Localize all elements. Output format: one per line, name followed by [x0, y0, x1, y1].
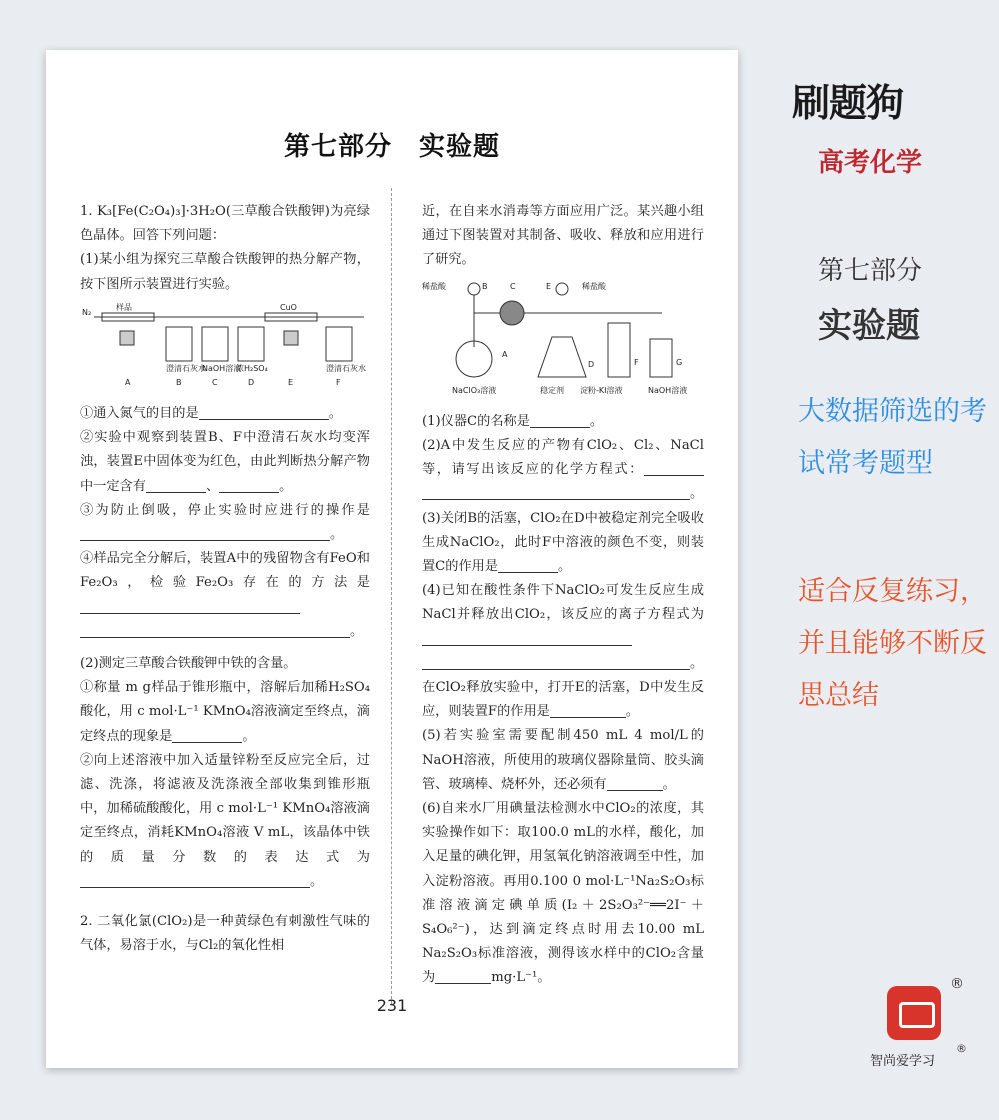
fig2-letter-d: D	[588, 359, 595, 369]
fig2-letter-c: C	[510, 281, 516, 291]
hcl-left-label: 稀盐酸	[422, 281, 446, 291]
document-page	[46, 50, 738, 1068]
registered-mark: ®	[950, 976, 964, 992]
right-column: 近，在自来水消毒等方面应用广泛。某兴趣小组通过下图装置对其制备、吸收、释放和应用进行了研究。 稀盐酸 B C E 稀盐酸 A D F G NaClO₃溶液 稳定剂 淀粉-KI溶液 NaOH溶液 (1)仪器C的名称是 。 (2)A中发生反应的产物有ClO₂、Cl₂、NaCl等，请写出该反应的化学方程式：。 (3)关闭B的活塞，ClO₂在D中被稳定剂完全吸收生成NaClO₂，此时F中溶液的颜色不变，则装置C的作用是 。 (4)已知在酸性条件下NaClO₂可发生反应生成NaCl并释放出ClO₂，该反应的离子方程式为。 在ClO₂释放实验中，打开E的活塞，D中发生反应，则装置F的作用是 。 (5)若实验室需要配制450 mL 4 mol/L的NaOH溶液，所使用的玻璃仪器除量筒、胶头滴管、玻璃棒、烧杯外，还必须有 。 (6)自来水厂用碘量法检测水中ClO₂的浓度，其实验操作如下：取100.0 mL的水样，酸化，加入足量的碘化钾，用氢氧化钠溶液调至中性，加入淀粉溶液。再用0.100 0 mol·L⁻¹Na₂S₂O₃标准溶液滴定碘单质(I₂＋2S₂O₃²⁻══2I⁻＋S₄O₆²⁻)，达到滴定终点时用去10.00 mL Na₂S₂O₃标准溶液，测得该水样中的ClO₂含量为 mg·L⁻¹。	[422, 200, 704, 991]
fig1-letter-b: B	[176, 377, 182, 387]
fig2-bottom-3: 淀粉-KI溶液	[580, 385, 623, 395]
part-label: 第七部分	[818, 256, 923, 286]
cuo-label: CuO	[280, 302, 297, 312]
fig1-label-1: 澄清石灰水	[166, 363, 206, 373]
subject-label: 高考化学	[818, 148, 923, 178]
fig2-bottom-2: 稳定剂	[540, 385, 564, 395]
fig2-letter-g: G	[676, 357, 683, 367]
fig2-bottom-4: NaOH溶液	[648, 385, 688, 395]
q2-sub1: (1)仪器C的名称是	[422, 413, 530, 429]
fig2-letter-a: A	[502, 349, 508, 359]
answer-blank	[435, 967, 491, 984]
answer-blank	[422, 653, 690, 670]
q1-part2: (2)测定三草酸合铁酸钾中铁的含量。	[80, 656, 297, 672]
q2-sub3: (3)关闭B的活塞，ClO₂在D中被稳定剂完全吸收生成NaClO₂，此时F中溶液的颜色不变，则装置C的作用是	[422, 510, 704, 575]
answer-blank	[422, 629, 632, 646]
answer-blank	[172, 726, 242, 743]
part-title: 实验题	[818, 306, 920, 346]
q1-intro: 1. K₃[Fe(C₂O₄)₃]·3H₂O(三草酸合铁酸钾)为亮绿色晶体。回答下列问题：	[80, 204, 370, 244]
registered-mark-small: ®	[956, 1042, 967, 1055]
brand-logo: 刷题狗	[792, 81, 904, 125]
feature-text-blue: 大数据筛选的考试常考题型	[798, 396, 987, 479]
fig1-label-2: NaOH溶液	[202, 363, 242, 373]
fig1-letter-a: A	[125, 377, 131, 387]
hcl-right-label: 稀盐酸	[582, 281, 606, 291]
fig1-label-3: 浓H₂SO₄	[236, 363, 268, 373]
q2-sub4b: 在ClO₂释放实验中，打开E的活塞，D中发生反应，则装置F的作用是	[422, 680, 704, 720]
fig1-letter-c: C	[212, 377, 218, 387]
answer-blank	[550, 701, 626, 718]
q1-sub2: ②实验中观察到装置B、F中澄清石灰水均变浑浊，装置E中固体变为红色，由此判断热分解产物中一定含有	[80, 430, 370, 494]
answer-blank	[530, 411, 590, 428]
answer-blank	[607, 774, 663, 791]
q2-continuation: 近，在自来水消毒等方面应用广泛。某兴趣小组通过下图装置对其制备、吸收、释放和应用进行了研究。	[422, 204, 704, 268]
apparatus-figure-2	[422, 277, 704, 406]
page-title: 第七部分 实验题	[283, 132, 500, 162]
sample-label: 样品	[116, 302, 132, 312]
answer-blank	[80, 597, 300, 614]
fig1-label-4: 澄清石灰水	[326, 363, 366, 373]
q2-intro: 2. 二氧化氯(ClO₂)是一种黄绿色有刺激性气味的气体，易溶于水，与Cl₂的氧化性相	[80, 914, 370, 954]
q1-part1: (1)某小组为探究三草酸合铁酸钾的热分解产物，按下图所示装置进行实验。	[80, 252, 370, 292]
fig1-letter-f: F	[336, 377, 341, 387]
q2-sub6-unit: mg·L⁻¹。	[491, 970, 551, 986]
left-column: 1. K₃[Fe(C₂O₄)₃]·3H₂O(三草酸合铁酸钾)为亮绿色晶体。回答下列问题： (1)某小组为探究三草酸合铁酸钾的热分解产物，按下图所示装置进行实验。 N₂ 样品 CuO 澄清石灰水 NaOH溶液 浓H₂SO₄ 澄清石灰水 A B C D E F ①通入氮气的目的是 。 ②实验中观察到装置B、F中澄清石灰水均变浑浊，装置E中固体变为红色，由此判断热分解产物中一定含有 、 。 ③为防止倒吸，停止实验时应进行的操作是。 ④样品完全分解后，装置A中的残留物含有FeO和Fe₂O₃，检验Fe₂O₃存在的方法是。 (2)测定三草酸合铁酸钾中铁的含量。 ①称量 m g样品于锥形瓶中，溶解后加稀H₂SO₄酸化，用 c mol·L⁻¹ KMnO₄溶液滴定至终点，滴定终点的现象是 。 ②向上述溶液中加入适量锌粉至反应完全后，过滤、洗涤，将滤液及洗涤液全部收集到锥形瓶中，加稀硫酸酸化，用 c mol·L⁻¹ KMnO₄溶液滴定至终点，消耗KMnO₄溶液 V mL，该晶体中铁的质量分数的表达式为。 2. 二氧化氯(ClO₂)是一种黄绿色有刺激性气味的气体，易溶于水，与Cl₂的氧化性相	[80, 200, 370, 958]
feature-text-orange: 适合反复练习，并且能够不断反思总结	[798, 576, 987, 711]
fig2-letter-e: E	[546, 281, 552, 291]
brand-name: 智尚爱学习	[870, 1054, 936, 1069]
answer-blank	[80, 621, 350, 638]
q2-sub4: (4)已知在酸性条件下NaClO₂可发生反应生成NaCl并释放出ClO₂，该反应的离子方程式为	[422, 583, 704, 623]
answer-blank	[199, 403, 329, 420]
answer-blank	[644, 459, 704, 476]
answer-blank	[146, 476, 206, 493]
answer-blank	[80, 524, 330, 541]
answer-blank	[498, 556, 558, 573]
q2-sub2: (2)A中发生反应的产物有ClO₂、Cl₂、NaCl等，请写出该反应的化学方程式：	[422, 438, 704, 478]
q1-sub4: ④样品完全分解后，装置A中的残留物含有FeO和Fe₂O₃，检验Fe₂O₃存在的方法是	[80, 551, 370, 591]
answer-blank	[219, 476, 279, 493]
page-number: 231	[376, 996, 408, 1015]
n2-label: N₂	[82, 307, 92, 317]
q1-sub1: ①通入氮气的目的是	[80, 406, 199, 422]
column-divider	[391, 188, 392, 1004]
q1-sub3: ③为防止倒吸，停止实验时应进行的操作是	[80, 502, 370, 518]
q2-sub5: (5)若实验室需要配制450 mL 4 mol/L的NaOH溶液，所使用的玻璃仪器除量筒、胶头滴管、玻璃棒、烧杯外，还必须有	[422, 728, 704, 792]
q2-sub6: (6)自来水厂用碘量法检测水中ClO₂的浓度，其实验操作如下：取100.0 mL的水样，酸化，加入足量的碘化钾，用氢氧化钠溶液调至中性，加入淀粉溶液。再用0.100 0 mol·L⁻¹Na₂S₂O₃标准溶液滴定碘单质(I₂＋2S₂O₃²⁻══2I⁻＋S₄O₆²⁻)，达到滴定终点时用去10.00 mL Na₂S₂O₃标准溶液，测得该水样中的ClO₂含量为	[422, 801, 704, 986]
answer-blank	[80, 871, 310, 888]
fig1-letter-d: D	[248, 377, 255, 387]
brand-icon	[887, 986, 941, 1040]
promo-sidebar	[760, 0, 999, 1120]
q1-sub5: ①称量 m g样品于锥形瓶中，溶解后加稀H₂SO₄酸化，用 c mol·L⁻¹ KMnO₄溶液滴定至终点，滴定终点的现象是	[80, 680, 370, 744]
apparatus-figure-1	[80, 301, 370, 398]
fig2-letter-f: F	[634, 357, 639, 367]
fig2-bottom-1: NaClO₃溶液	[452, 385, 497, 395]
fig2-letter-b: B	[482, 281, 488, 291]
q1-sub6: ②向上述溶液中加入适量锌粉至反应完全后，过滤、洗涤，将滤液及洗涤液全部收集到锥形瓶中，加稀硫酸酸化，用 c mol·L⁻¹ KMnO₄溶液滴定至终点，消耗KMnO₄溶液 V mL，该晶体中铁的质量分数的表达式为	[80, 752, 370, 865]
answer-blank	[422, 483, 690, 500]
fig1-letter-e: E	[288, 377, 294, 387]
